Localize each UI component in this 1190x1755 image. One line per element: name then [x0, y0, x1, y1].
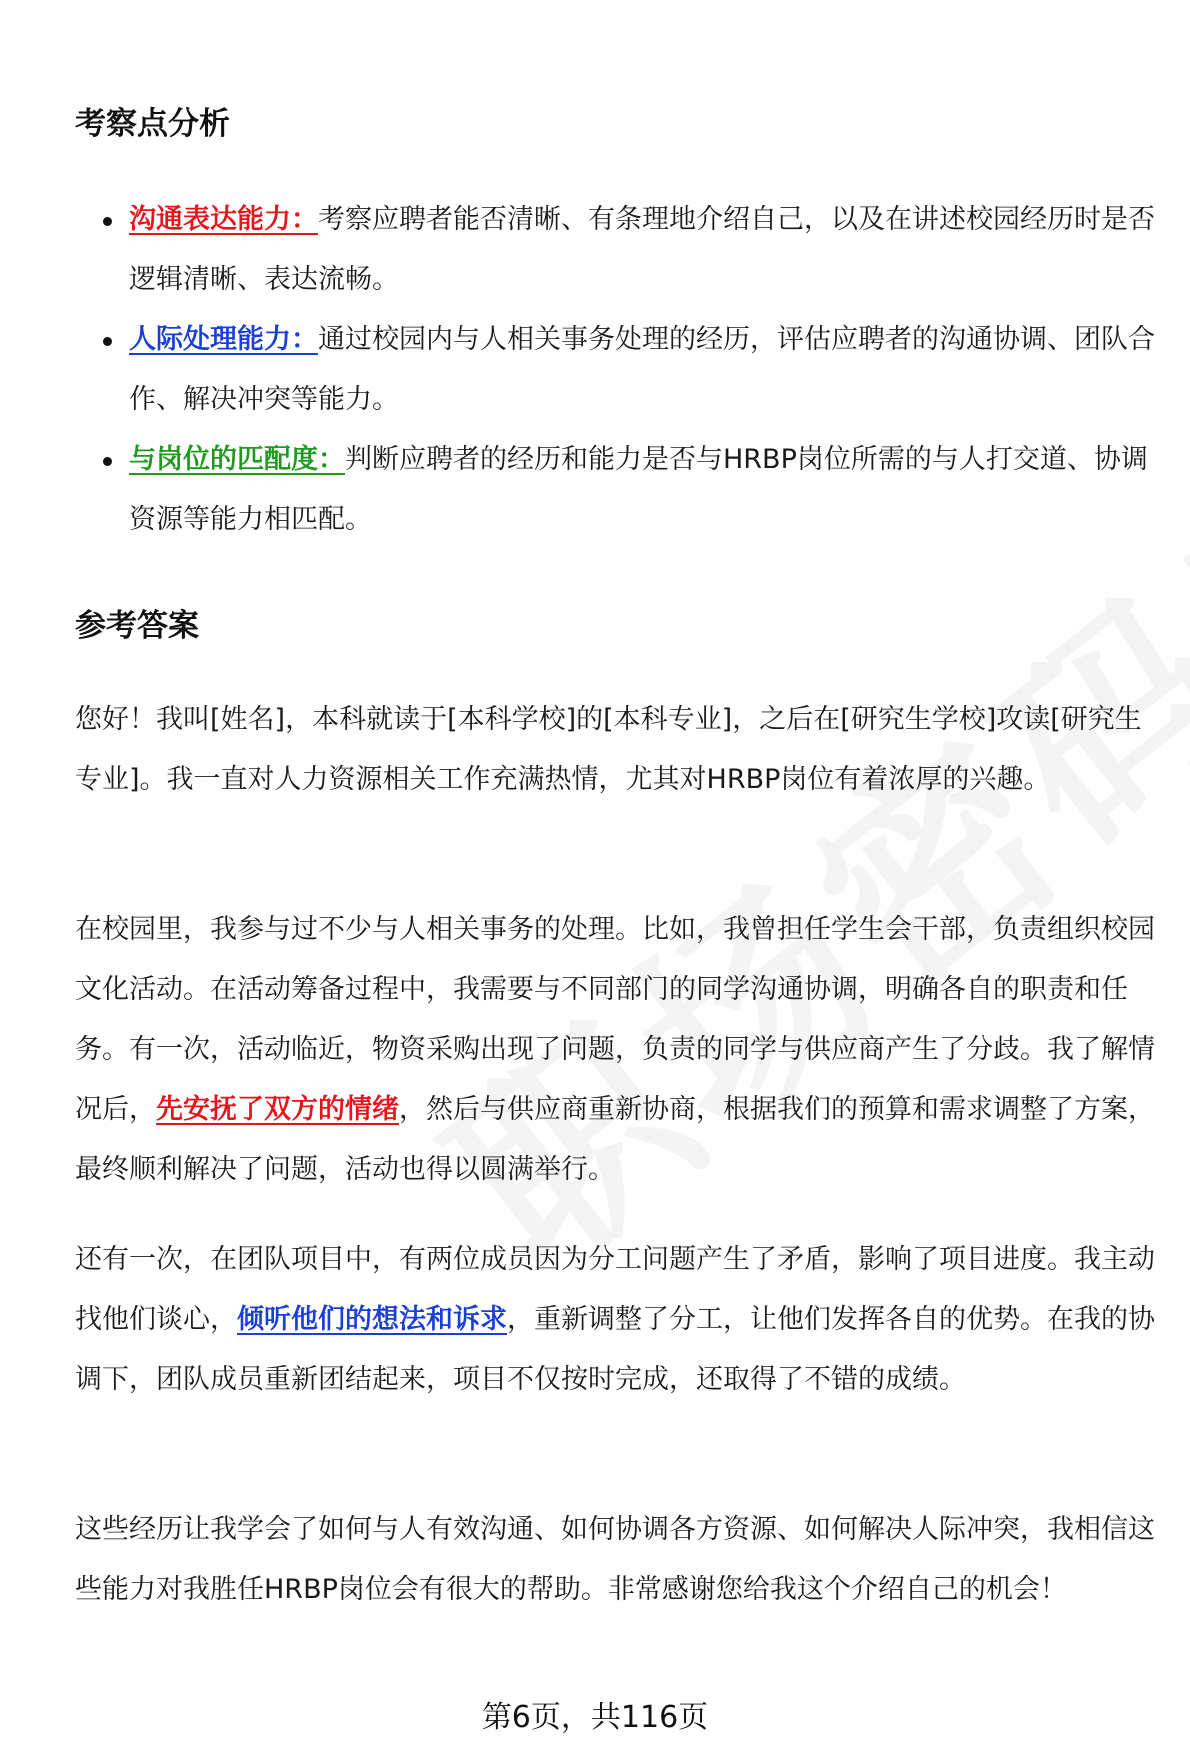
paragraph-text: 在校园里，我参与过不少与人相关事务的处理。比如，我曾担任学生会干部，负责组织校园文化活动。在活动筹备过程中，我需要与不同部门的同学沟通协调，明确各自的职责和任务。有一次，活动临近，物资采购出现了问题，负责的同学与供应商产生了分歧。我了解情况后， [75, 914, 1155, 1125]
analysis-points-list [75, 190, 1165, 550]
answer-paragraph-4: 这些经历让我学会了如何与人有效沟通、如何协调各方资源、如何解决人际冲突，我相信这些能力对我胜任HRBP岗位会有很大的帮助。非常感谢您给我这个介绍自己的机会！ [75, 1514, 1155, 1605]
point-label: 与岗位的匹配度： [129, 444, 345, 475]
list-item [75, 310, 1165, 430]
point-text: 考察应聘者能否清晰、有条理地介绍自己，以及在讲述校园经历时是否逻辑清晰、表达流畅。 [129, 204, 1155, 295]
bullet-icon [103, 337, 112, 346]
point-text: 判断应聘者的经历和能力是否与HRBP岗位所需的与人打交道、协调资源等能力相匹配。 [129, 444, 1148, 535]
list-item [75, 190, 1165, 310]
point-label: 沟通表达能力： [129, 204, 318, 235]
section-title-analysis: 考察点分析 [75, 106, 230, 142]
bullet-icon [103, 457, 112, 466]
paragraph-text: ，重新调整了分工，让他们发挥各自的优势。在我的协调下，团队成员重新团结起来，项目不仅按时完成，还取得了不错的成绩。 [75, 1304, 1155, 1395]
highlight-text: 倾听他们的想法和诉求 [237, 1304, 507, 1335]
bullet-icon [103, 217, 112, 226]
paragraph-text: 还有一次，在团队项目中，有两位成员因为分工问题产生了矛盾，影响了项目进度。我主动找他们谈心， [75, 1244, 1155, 1335]
highlight-text: 先安抚了双方的情绪 [156, 1094, 399, 1125]
section-title-answer: 参考答案 [75, 608, 199, 644]
point-label: 人际处理能力： [129, 324, 318, 355]
list-item [75, 430, 1165, 550]
page-number: 第6页，共116页 [481, 1700, 709, 1735]
point-text: 通过校园内与人相关事务处理的经历，评估应聘者的沟通协调、团队合作、解决冲突等能力。 [129, 324, 1155, 415]
answer-paragraph-1: 您好！我叫[姓名]，本科就读于[本科学校]的[本科专业]，之后在[研究生学校]攻读[研究生专业]。我一直对人力资源相关工作充满热情，尤其对HRBP岗位有着浓厚的兴趣。 [75, 704, 1142, 795]
paragraph-text: ，然后与供应商重新协商，根据我们的预算和需求调整了方案，最终顺利解决了问题，活动也得以圆满举行。 [75, 1094, 1155, 1185]
answer-paragraph-2 [75, 900, 1165, 1200]
answer-paragraph-3 [75, 1230, 1165, 1410]
